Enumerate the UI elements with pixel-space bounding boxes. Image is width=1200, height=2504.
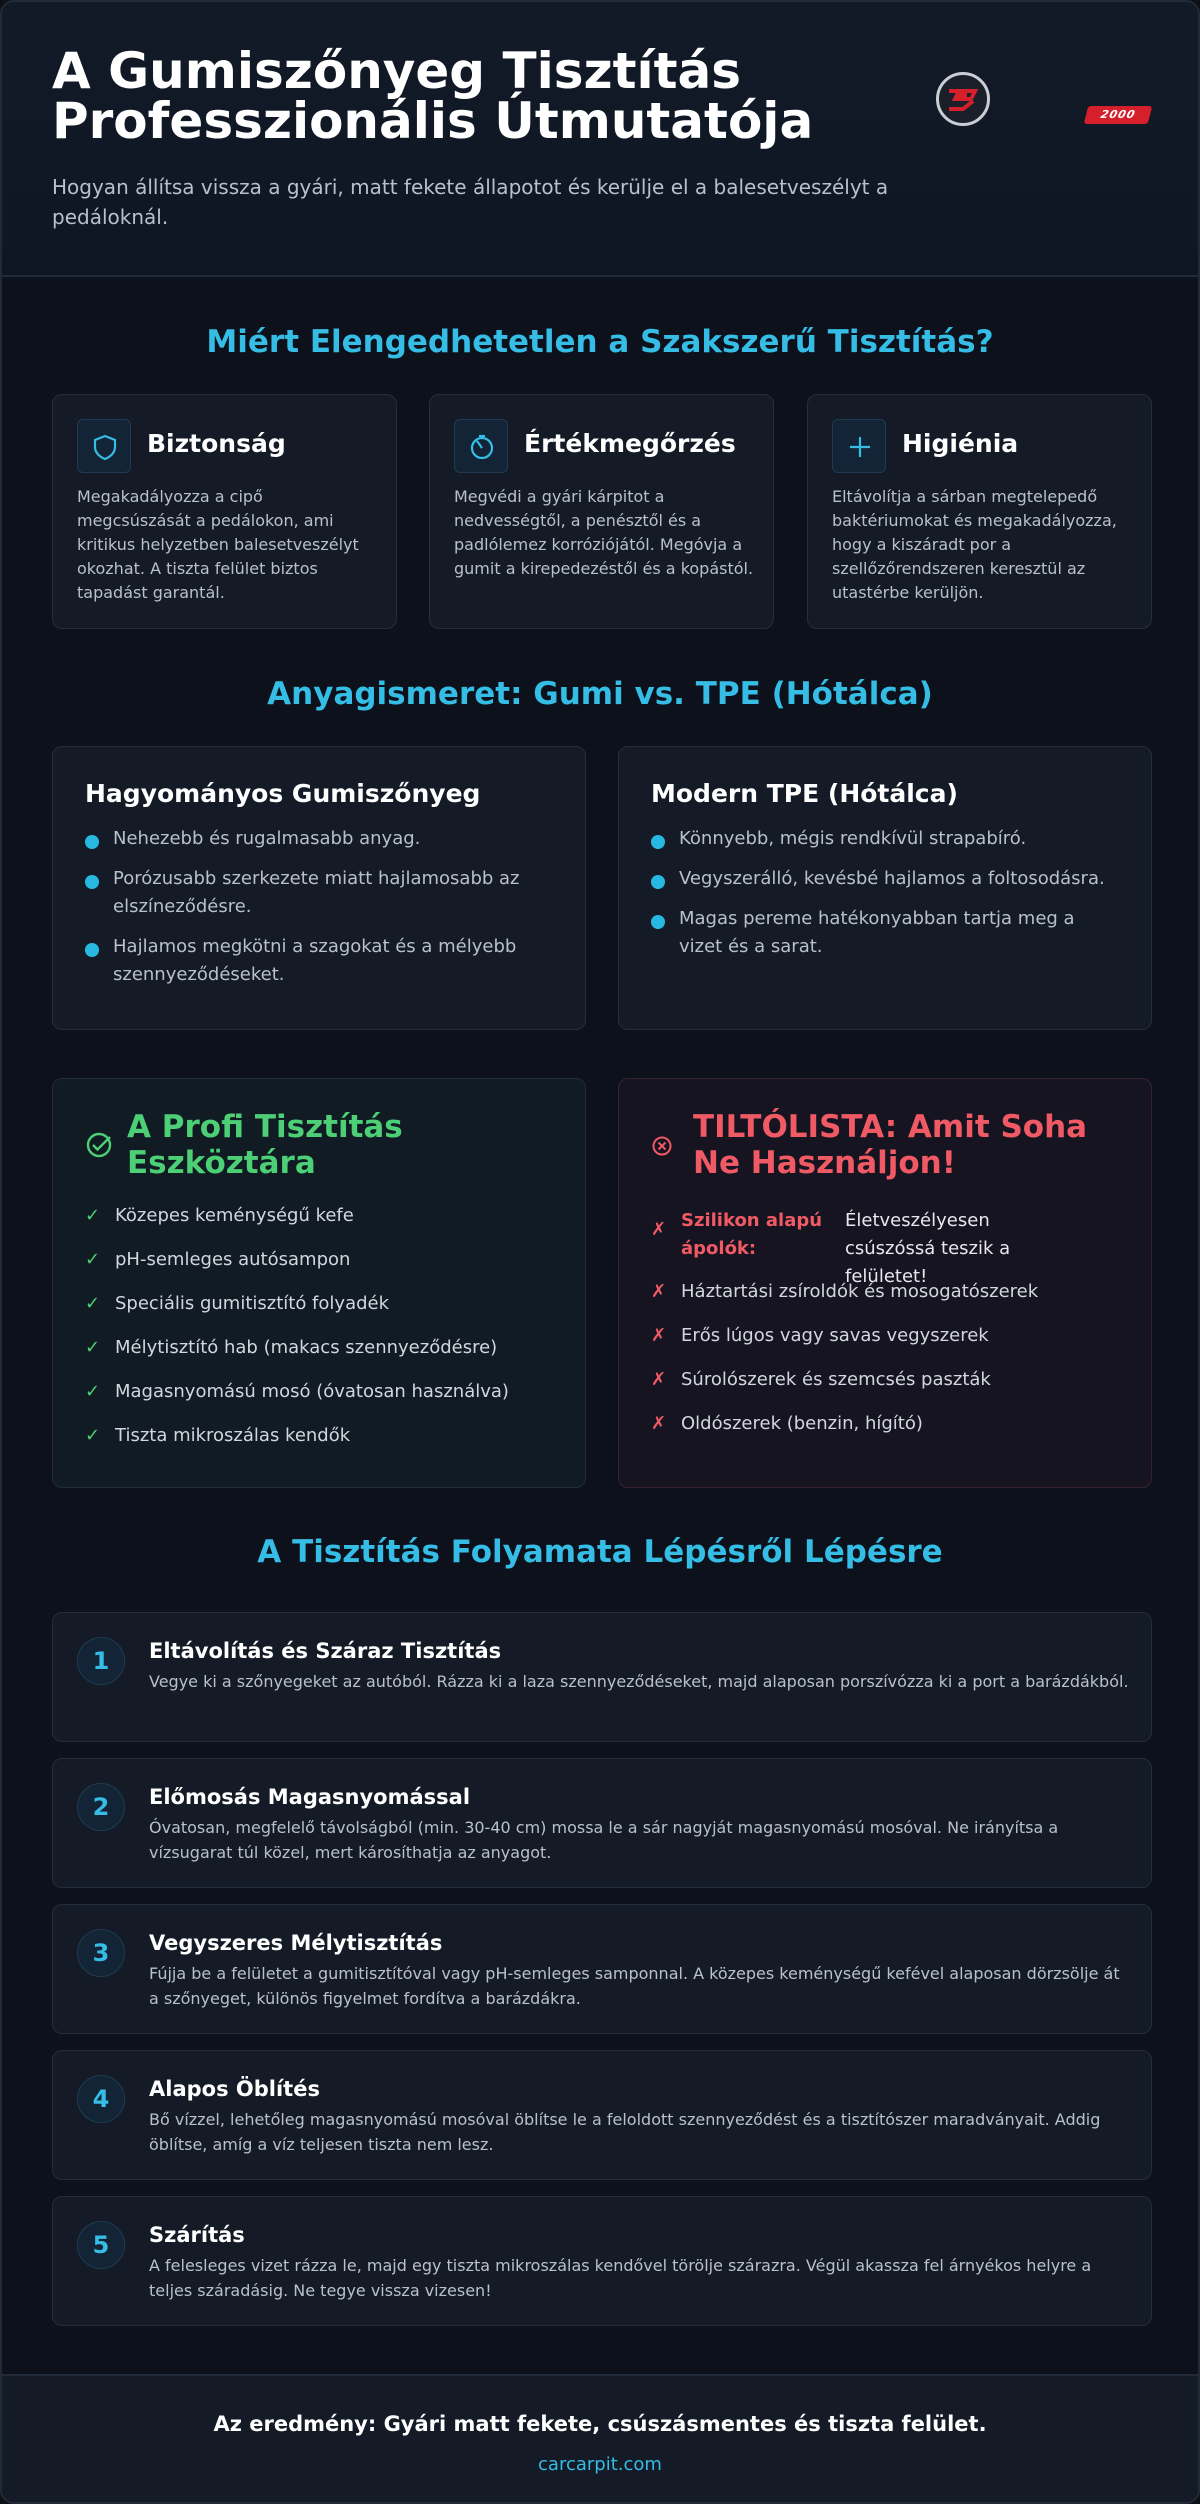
- check-icon: ✓: [85, 1249, 101, 1270]
- step-text: Vegye ki a szőnyegeket az autóból. Rázza ki a laza szennyeződéseket, majd alaposan porszívózza ki a port a barázdákból.: [149, 1672, 1129, 1691]
- step-title: Vegyszeres Mélytisztítás: [149, 1931, 443, 1955]
- logo-badge: 2000: [1084, 106, 1152, 124]
- list-item: Könnyebb, mégis rendkívül strapabíró.: [651, 825, 1121, 853]
- x-mark-icon: ✗: [651, 1369, 667, 1390]
- step-text: Fújja be a felületet a gumitisztítóval vagy pH-semleges samponnal. A közepes keménységű kefével alaposan dörzsölje át a szőnyeget, különös figyelmet fordítva a barázdákra.: [149, 1964, 1120, 2008]
- tools-card: [52, 1078, 586, 1488]
- shield-icon: [77, 419, 131, 473]
- list-item: ✓ Magasnyomású mosó (óvatosan használva): [85, 1381, 509, 1402]
- bullet-icon: [85, 875, 99, 889]
- list-item: ✓ Közepes keménységű kefe: [85, 1205, 354, 1226]
- list-item: ✓ Mélytisztító hab (makacs szennyeződésre): [85, 1337, 498, 1358]
- why-card-text: Megakadályozza a cipő megcsúszását a pedálokon, ami kritikus helyzetben balesetveszélyt okozhat. A tiszta felület biztos tapadást garantál.: [77, 487, 359, 602]
- banlist-list: [651, 1207, 1131, 1457]
- why-card-title: Értékmegőrzés: [524, 429, 736, 458]
- why-card-title: Higiénia: [902, 429, 1019, 458]
- step-card: [52, 2050, 1152, 2180]
- list-item: ✗ Oldószerek (benzin, hígító): [651, 1413, 923, 1434]
- why-card-safety: [52, 394, 397, 629]
- list-item: ✗ Erős lúgos vagy savas vegyszerek: [651, 1325, 989, 1346]
- x-mark-icon: ✗: [651, 1219, 667, 1240]
- page-title: A Gumiszőnyeg Tisztítás Professzionális Útmutatója: [52, 42, 814, 150]
- logo-emblem-icon: [936, 72, 990, 126]
- footer-site-link[interactable]: carcarpit.com: [538, 2454, 662, 2475]
- header: [2, 2, 1198, 277]
- steps-section-title: A Tisztítás Folyamata Lépésről Lépésre: [257, 1534, 943, 1570]
- tools-list: [85, 1205, 565, 1469]
- list-item-highlight: [651, 1207, 1131, 1287]
- list-item: Hajlamos megkötni a szagokat és a mélyebb szennyeződéseket.: [85, 933, 555, 989]
- why-card-text: Megvédi a gyári kárpitot a nedvességtől, a penésztől és a padlólemez korróziójától. Megóvja a gumit a kirepedezéstől és a kopástól.: [454, 487, 754, 578]
- highlight-text: Életveszélyesen csúszóssá teszik a felületet!: [845, 1210, 1011, 1287]
- x-mark-icon: ✗: [651, 1413, 667, 1434]
- check-icon: ✓: [85, 1425, 101, 1446]
- step-title: Előmosás Magasnyomással: [149, 1785, 471, 1809]
- step-title: Eltávolítás és Száraz Tisztítás: [149, 1639, 502, 1663]
- list-item: Vegyszerálló, kevésbé hajlamos a foltosodásra.: [651, 865, 1121, 893]
- step-card: [52, 1612, 1152, 1742]
- list-item: ✓ Speciális gumitisztító folyadék: [85, 1293, 390, 1314]
- brand-logo: [936, 72, 1156, 128]
- bullet-icon: [85, 835, 99, 849]
- list-item: ✗ Súrolószerek és szemcsés paszták: [651, 1369, 991, 1390]
- bullet-icon: [85, 943, 99, 957]
- bullet-icon: [651, 835, 665, 849]
- bullet-icon: [651, 915, 665, 929]
- list-item: Nehezebb és rugalmasabb anyag.: [85, 825, 555, 853]
- check-circle-icon: [85, 1131, 113, 1163]
- why-card-value: [429, 394, 774, 629]
- list-item: ✓ Tiszta mikroszálas kendők: [85, 1425, 351, 1446]
- step-card: [52, 1904, 1152, 2034]
- why-card-hygiene: [807, 394, 1152, 629]
- rubber-list: [85, 825, 555, 1001]
- step-text: Bő vízzel, lehetőleg magasnyomású mosóval öblítse le a feloldott szennyeződést és a tisztítószer maradványait. Addig öblítse, amíg a víz teljesen tiszta nem lesz.: [149, 2110, 1101, 2154]
- materials-section-title: Anyagismeret: Gumi vs. TPE (Hótálca): [267, 676, 933, 712]
- list-item: ✗ Háztartási zsíroldók és mosogatószerek: [651, 1281, 1039, 1302]
- footer: [2, 2374, 1198, 2504]
- step-title: Szárítás: [149, 2223, 245, 2247]
- logo-wordmark: [1000, 110, 1080, 122]
- tpe-card: [618, 746, 1152, 1030]
- tpe-card-title: Modern TPE (Hótálca): [651, 779, 958, 808]
- tools-title: A Profi Tisztítás Eszköztára: [127, 1109, 403, 1181]
- tpe-list: [651, 825, 1121, 973]
- step-number: 4: [77, 2075, 125, 2123]
- why-section-title: Miért Elengedhetetlen a Szakszerű Tisztítás?: [206, 324, 994, 360]
- step-text: Óvatosan, megfelelő távolságból (min. 30-40 cm) mossa le a sár nagyját magasnyomású mosóval. Ne irányítsa a vízsugarat túl közel, mert károsíthatja az anyagot.: [149, 1818, 1059, 1862]
- step-number: 1: [77, 1637, 125, 1685]
- step-card: [52, 2196, 1152, 2326]
- list-item: Magas pereme hatékonyabban tartja meg a vizet és a sarat.: [651, 905, 1121, 961]
- check-icon: ✓: [85, 1205, 101, 1226]
- footer-result: Az eredmény: Gyári matt fekete, csúszásmentes és tiszta felület.: [213, 2412, 987, 2436]
- highlight-label: Szilikon alapú ápolók:: [681, 1210, 823, 1259]
- x-circle-icon: [651, 1135, 673, 1161]
- list-item: ✓ pH-semleges autósampon: [85, 1249, 351, 1270]
- rubber-card-title: Hagyományos Gumiszőnyeg: [85, 779, 481, 808]
- step-text: A felesleges vizet rázza le, majd egy tiszta mikroszálas kendővel törölje szárazra. Végül akassza fel árnyékos helyre a teljes száradásig. Ne tegye vissza vizesen!: [149, 2256, 1092, 2300]
- x-mark-icon: ✗: [651, 1325, 667, 1346]
- banlist-title: TILTÓLISTA: Amit Soha Ne Használjon!: [693, 1109, 1088, 1181]
- x-mark-icon: ✗: [651, 1281, 667, 1302]
- list-item: Porózusabb szerkezete miatt hajlamosabb az elszíneződésre.: [85, 865, 555, 921]
- rubber-card: [52, 746, 586, 1030]
- why-card-text: Eltávolítja a sárban megtelepedő baktériumokat és megakadályozza, hogy a kiszáradt por a szellőzőrendszeren keresztül az utastérbe kerüljön.: [832, 487, 1117, 602]
- bullet-icon: [651, 875, 665, 889]
- banlist-card: [618, 1078, 1152, 1488]
- plus-icon: [832, 419, 886, 473]
- step-title: Alapos Öblítés: [149, 2077, 320, 2101]
- check-icon: ✓: [85, 1381, 101, 1402]
- step-card: [52, 1758, 1152, 1888]
- check-icon: ✓: [85, 1293, 101, 1314]
- value-icon: [454, 419, 508, 473]
- step-number: 5: [77, 2221, 125, 2269]
- page-subtitle: Hogyan állítsa vissza a gyári, matt fekete állapotot és kerülje el a balesetveszélyt a pedáloknál.: [52, 175, 889, 229]
- why-card-title: Biztonság: [147, 429, 286, 458]
- step-number: 2: [77, 1783, 125, 1831]
- check-icon: ✓: [85, 1337, 101, 1358]
- step-number: 3: [77, 1929, 125, 1977]
